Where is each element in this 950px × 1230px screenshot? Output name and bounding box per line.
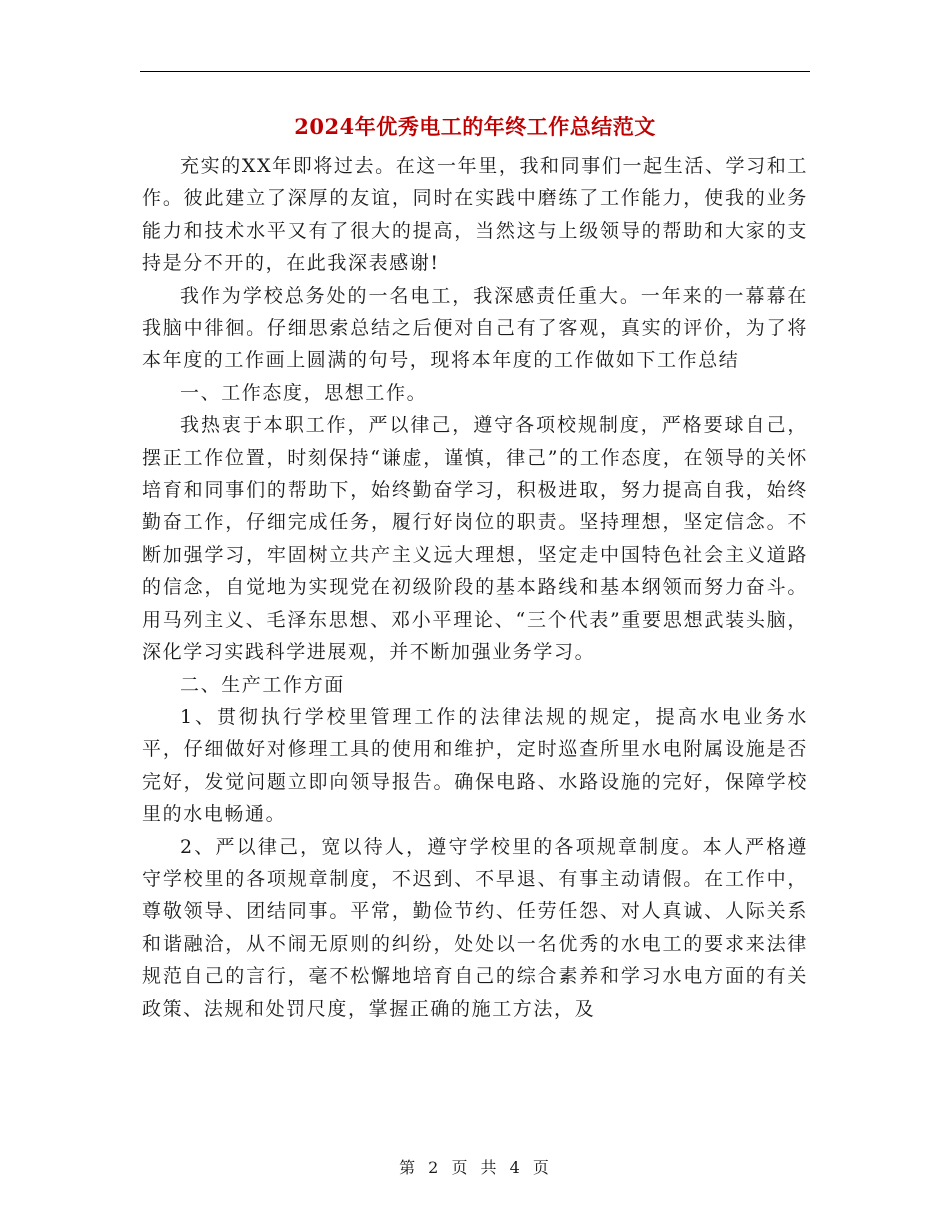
page-number: 第 2 页 共 4 页	[399, 1158, 551, 1177]
paragraph-intro: 充实的XX年即将过去。在这一年里，我和同事们一起生活、学习和工作。彼此建立了深厚的友谊，同时在实践中磨练了工作能力，使我的业务能力和技术水平又有了很大的提高，当然这与上级领导的帮助和大家的支持是分不开的，在此我深表感谢!	[142, 155, 808, 275]
paragraph-attitude: 我热衷于本职工作，严以律己，遵守各项校规制度，严格要球自己，摆正工作位置，时刻保持“谦虚，谨慎，律己”的工作态度，在领导的关怀培育和同事们的帮助下，始终勤奋学习，积极进取，努力提高自我，始终勤奋工作，仔细完成任务，履行好岗位的职责。坚持理想，坚定信念。不断加强学习，牢固树立共产主义远大理想，坚定走中国特色社会主义道路的信念，自觉地为实现党在初级阶段的基本路线和基本纲领而努力奋斗。用马列主义、毛泽东思想、邓小平理论、“三个代表”重要思想武装头脑，深化学习实践科学进展观，并不断加强业务学习。	[142, 414, 808, 664]
document-body	[142, 150, 808, 1025]
paragraph-role: 我作为学校总务处的一名电工，我深感责任重大。一年来的一幕幕在我脑中徘徊。仔细思索总结之后便对自己有了客观，真实的评价，为了将本年度的工作画上圆满的句号，现将本年度的工作做如下工作总结	[142, 284, 808, 372]
document-title: 2024年优秀电工的年终工作总结范文	[294, 114, 656, 139]
section-heading-production: 二、生产工作方面	[180, 673, 345, 696]
section-heading-attitude: 一、工作态度，思想工作。	[180, 381, 428, 404]
paragraph-item-2: 2、严以律己，宽以待人，遵守学校里的各项规章制度。本人严格遵守学校里的各项规章制度，不迟到、不早退、有事主动请假。在工作中，尊敬领导、团结同事。平常，勤俭节约、任劳任怨、对人真诚、人际关系和谐融洽，从不闹无原则的纠纷，处处以一名优秀的水电工的要求来法律规范自己的言行，毫不松懈地培育自己的综合素养和学习水电方面的有关政策、法规和处罚尺度，掌握正确的施工方法，及	[142, 835, 808, 1020]
paragraph-item-1: 1、贯彻执行学校里管理工作的法律法规的规定，提高水电业务水平，仔细做好对修理工具的使用和维护，定时巡查所里水电附属设施是否完好，发觉问题立即向领导报告。确保电路、水路设施的完好，保障学校里的水电畅通。	[142, 705, 808, 826]
header-rule	[140, 71, 810, 72]
